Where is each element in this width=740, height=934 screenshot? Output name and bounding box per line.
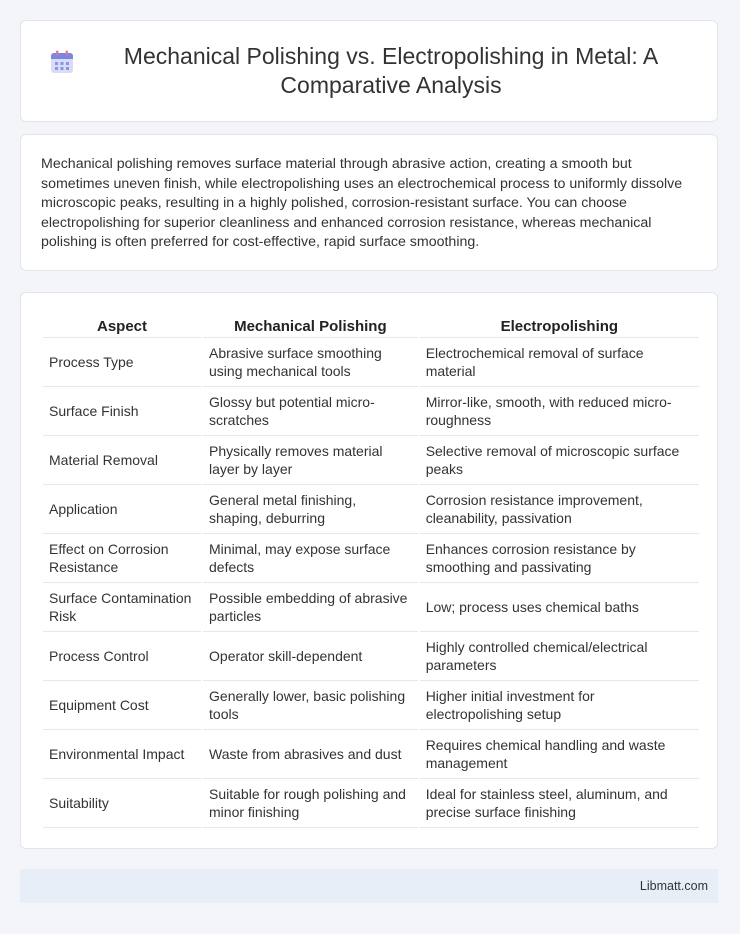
cell-mechanical: Waste from abrasives and dust (202, 730, 419, 779)
intro-text: Mechanical polishing removes surface material through abrasive action, creating a smooth but sometimes uneven finish, while electropolishing uses an electrochemical process to uniformly dissolve microscopic peaks, resulting in a highly polished, corrosion-resistant surface. You can choose electropolishing for superior cleanliness and enhanced corrosion resistance, whereas mechanical polishing is often preferred for cost-effective, rapid surface smoothing. (41, 156, 683, 251)
cell-aspect: Material Removal (43, 436, 202, 485)
cell-aspect: Effect on Corrosion Resistance (43, 534, 202, 583)
table-row (43, 779, 699, 828)
calendar-icon (49, 49, 75, 75)
cell-electro: Mirror-like, smooth, with reduced micro-roughness (419, 387, 699, 436)
cell-aspect: Application (43, 485, 202, 534)
comparison-table (43, 315, 699, 828)
header-content (49, 42, 689, 100)
table-row (43, 632, 699, 681)
table-header-row (43, 315, 699, 338)
table-row (43, 534, 699, 583)
cell-mechanical: Glossy but potential micro-scratches (202, 387, 419, 436)
cell-electro: Requires chemical handling and waste management (419, 730, 699, 779)
header-card (20, 20, 718, 122)
table-row (43, 436, 699, 485)
intro-card (20, 134, 718, 271)
table-row (43, 387, 699, 436)
column-header-electro: Electropolishing (419, 315, 699, 338)
cell-aspect: Environmental Impact (43, 730, 202, 779)
footer (20, 869, 718, 903)
table-row (43, 485, 699, 534)
cell-mechanical: Operator skill-dependent (202, 632, 419, 681)
cell-mechanical: Minimal, may expose surface defects (202, 534, 419, 583)
table-row (43, 681, 699, 730)
cell-mechanical: Generally lower, basic polishing tools (202, 681, 419, 730)
cell-mechanical: Suitable for rough polishing and minor finishing (202, 779, 419, 828)
cell-electro: Selective removal of microscopic surface peaks (419, 436, 699, 485)
table-row (43, 730, 699, 779)
cell-aspect: Process Control (43, 632, 202, 681)
cell-electro: Corrosion resistance improvement, cleanability, passivation (419, 485, 699, 534)
column-header-mechanical: Mechanical Polishing (202, 315, 419, 338)
cell-aspect: Suitability (43, 779, 202, 828)
cell-mechanical: Possible embedding of abrasive particles (202, 583, 419, 632)
cell-aspect: Equipment Cost (43, 681, 202, 730)
page-title: Mechanical Polishing vs. Electropolishing in Metal: A Comparative Analysis (123, 43, 659, 98)
cell-electro: Highly controlled chemical/electrical parameters (419, 632, 699, 681)
cell-aspect: Surface Contamination Risk (43, 583, 202, 632)
cell-mechanical: Physically removes material layer by layer (202, 436, 419, 485)
comparison-table-card (20, 292, 718, 849)
cell-electro: Enhances corrosion resistance by smoothing and passivating (419, 534, 699, 583)
cell-aspect: Surface Finish (43, 387, 202, 436)
cell-electro: Low; process uses chemical baths (419, 583, 699, 632)
cell-mechanical: General metal finishing, shaping, deburring (202, 485, 419, 534)
column-header-aspect: Aspect (43, 315, 202, 338)
cell-aspect: Process Type (43, 338, 202, 387)
cell-electro: Electrochemical removal of surface material (419, 338, 699, 387)
table-row (43, 338, 699, 387)
footer-brand: Libmatt.com (639, 879, 708, 893)
table-row (43, 583, 699, 632)
cell-mechanical: Abrasive surface smoothing using mechanical tools (202, 338, 419, 387)
cell-electro: Ideal for stainless steel, aluminum, and precise surface finishing (419, 779, 699, 828)
cell-electro: Higher initial investment for electropolishing setup (419, 681, 699, 730)
